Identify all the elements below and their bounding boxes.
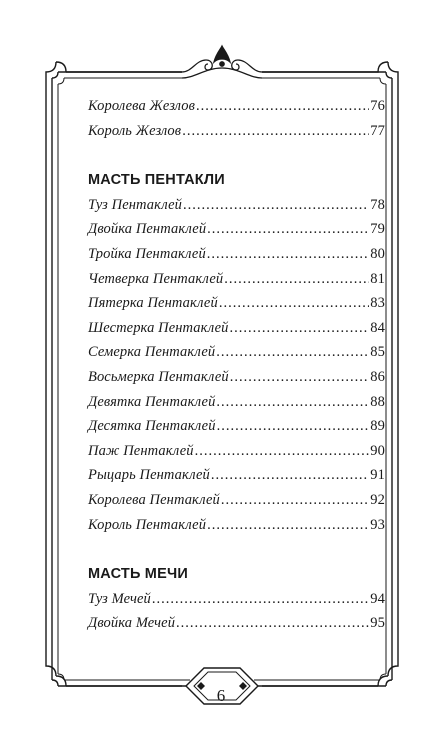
toc-entry[interactable]: [88, 119, 385, 144]
dot-leader: [224, 267, 369, 292]
toc-entry-page: 94: [370, 590, 385, 607]
dot-leader: [230, 365, 370, 390]
toc-entry-title: Десятка Пентаклей: [88, 418, 216, 435]
toc-entry[interactable]: [88, 488, 385, 513]
section-heading-swords: МАСТЬ МЕЧИ: [88, 566, 188, 583]
toc-entry-page: 77: [370, 122, 385, 139]
dot-leader: [230, 316, 370, 341]
dot-leader: [195, 439, 370, 464]
dot-leader: [183, 193, 369, 218]
toc-entry[interactable]: [88, 193, 385, 218]
toc-entry[interactable]: [88, 291, 385, 316]
toc-entry[interactable]: [88, 587, 385, 612]
toc-entry-title: Король Пентаклей: [88, 516, 207, 533]
dot-leader: [196, 94, 369, 119]
toc-entry[interactable]: [88, 267, 385, 292]
toc-entry-page: 92: [370, 491, 385, 508]
dot-leader: [216, 390, 369, 415]
dot-leader: [216, 340, 369, 365]
table-of-contents: [88, 94, 385, 636]
page-number: 6: [216, 686, 226, 705]
dot-leader: [182, 119, 369, 144]
dot-leader: [217, 414, 370, 439]
toc-entry-page: 84: [370, 319, 385, 336]
toc-entry[interactable]: [88, 463, 385, 488]
dot-leader: [221, 488, 369, 513]
toc-entry-title: Туз Мечей: [88, 590, 151, 607]
toc-entry-title: Восьмерка Пентаклей: [88, 368, 229, 385]
toc-entry[interactable]: [88, 340, 385, 365]
toc-entry-title: Четверка Пентаклей: [88, 270, 224, 287]
toc-entry[interactable]: [88, 513, 385, 538]
toc-entry-page: 95: [370, 615, 385, 632]
toc-entry[interactable]: [88, 217, 385, 242]
toc-entry[interactable]: [88, 365, 385, 390]
toc-entry-title: Двойка Пентаклей: [88, 221, 207, 238]
toc-entry-page: 89: [370, 418, 385, 435]
toc-entry-page: 83: [370, 295, 385, 312]
toc-entry-page: 81: [370, 270, 385, 287]
dot-leader: [152, 587, 369, 612]
dot-leader: [211, 463, 369, 488]
toc-entry-page: 78: [370, 196, 385, 213]
scroll-flourish-icon: [182, 46, 262, 78]
toc-entry[interactable]: [88, 242, 385, 267]
toc-entry-page: 80: [370, 245, 385, 262]
toc-entry[interactable]: [88, 390, 385, 415]
toc-entry-title: Тройка Пентаклей: [88, 245, 206, 262]
toc-entry-title: Король Жезлов: [88, 122, 182, 139]
toc-entry-title: Королева Жезлов: [88, 98, 196, 114]
toc-entry[interactable]: [88, 439, 385, 464]
dot-leader: [207, 242, 370, 267]
toc-entry-page: 86: [370, 368, 385, 385]
toc-entry-title: Паж Пентаклей: [88, 442, 194, 459]
toc-entry[interactable]: [88, 414, 385, 439]
toc-entry-page: 93: [370, 516, 385, 533]
toc-entry-title: Рыцарь Пентаклей: [88, 467, 210, 484]
toc-entry-page: 88: [370, 393, 385, 410]
toc-entry-title: Пятерка Пентаклей: [88, 295, 218, 312]
dot-leader: [176, 611, 369, 636]
toc-entry-title: Туз Пентаклей: [88, 196, 182, 213]
toc-entry-page: 79: [370, 221, 385, 238]
toc-entry[interactable]: [88, 94, 385, 119]
toc-entry-title: Королева Пентаклей: [88, 491, 220, 508]
toc-entry-page: 90: [370, 442, 385, 459]
toc-entry-title: Семерка Пентаклей: [88, 344, 216, 361]
dot-leader: [207, 217, 369, 242]
toc-entry-title: Девятка Пентаклей: [88, 393, 216, 410]
toc-entry-title: Шестерка Пентаклей: [88, 319, 229, 336]
toc-entry-page: 91: [370, 467, 385, 484]
toc-entry[interactable]: [88, 316, 385, 341]
toc-entry-title: Двойка Мечей: [88, 615, 176, 632]
dot-leader: [219, 291, 369, 316]
toc-entry[interactable]: [88, 611, 385, 636]
toc-entry-page: 76: [370, 98, 385, 114]
section-heading-pentacles: МАСТЬ ПЕНТАКЛИ: [88, 172, 225, 189]
toc-entry-page: 85: [370, 344, 385, 361]
dot-leader: [207, 513, 369, 538]
